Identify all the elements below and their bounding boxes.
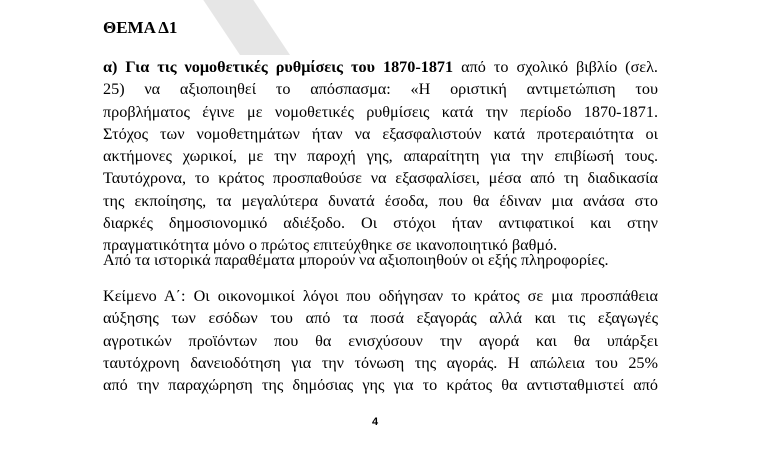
paragraph-line: διαρκές δημοσιονομικό αδιέξοδο. Οι στόχοι ήταν αντιφατικοί και στην [103, 214, 658, 233]
paragraph-line: Κείμενο Α΄: Οι οικονομικοί λόγοι που οδήγησαν το κράτος σε μια προσπάθεια [103, 287, 658, 305]
page-number: 4 [372, 416, 379, 428]
paragraph-line [103, 56, 658, 78]
paragraph-line: αγροτικών προϊόντων που θα ενισχύσουν την αγορά και θα υπάρξει [103, 331, 658, 350]
paragraph-line: της εκποίησης, τα μεγαλύτερα δυνατά έσοδα, που θα έδιναν μια ανάσα στο [103, 191, 658, 210]
paragraph-line: πραγματικότητα μόνο ο πρώτος επιτεύχθηκε σε ικανοποιητικό βαθμό. [103, 236, 558, 255]
paragraph-line: ακτήμονες χωρικοί, με την παροχή γης, απαραίτητη για την επιβίωσή τους. [103, 147, 658, 166]
paragraph-line: προβλήματος έγινε με νομοθετικές ρυθμίσεις κατά την περίοδο 1870-1871. [103, 102, 658, 121]
paragraph-intro-sources: Από τα ιστορικά παραθέματα μπορούν να αξιοποιηθούν οι εξής πληροφορίες. [103, 251, 609, 269]
question-label-rest: από το σχολικό βιβλίο (σελ. [453, 58, 658, 76]
paragraph-line: Ταυτόχρονα, το κράτος προσπαθούσε να εξασφαλίσει, μέσα από τη διαδικασία [103, 169, 658, 188]
paragraph-line: ταυτόχρονη δανειοδότηση για την τόνωση της αγοράς. Η απώλεια του 25% [103, 353, 658, 372]
paragraph-line: αύξησης των εσόδων του από τα ποσά εξαγοράς αλλά και τις εξαγωγές [103, 309, 658, 328]
paragraph-line: από την παραχώρηση της δημόσιας γης για το κράτος θα αντισταθμιστεί από [103, 376, 658, 395]
paragraph-line: Στόχος των νομοθετημάτων ήταν να εξασφαλιστούν κατά προτεραιότητα οι [103, 124, 658, 143]
section-heading: ΘΕΜΑ Δ1 [103, 18, 178, 37]
paragraph-question-a [103, 56, 658, 257]
question-label: α) Για τις νομοθετικές ρυθμίσεις του 1870-1871 [103, 58, 454, 76]
paragraph-text-a [103, 285, 658, 396]
paragraph-line: 25) να αξιοποιηθεί το απόσπασμα: «Η οριστική αντιμετώπιση του [103, 80, 658, 99]
